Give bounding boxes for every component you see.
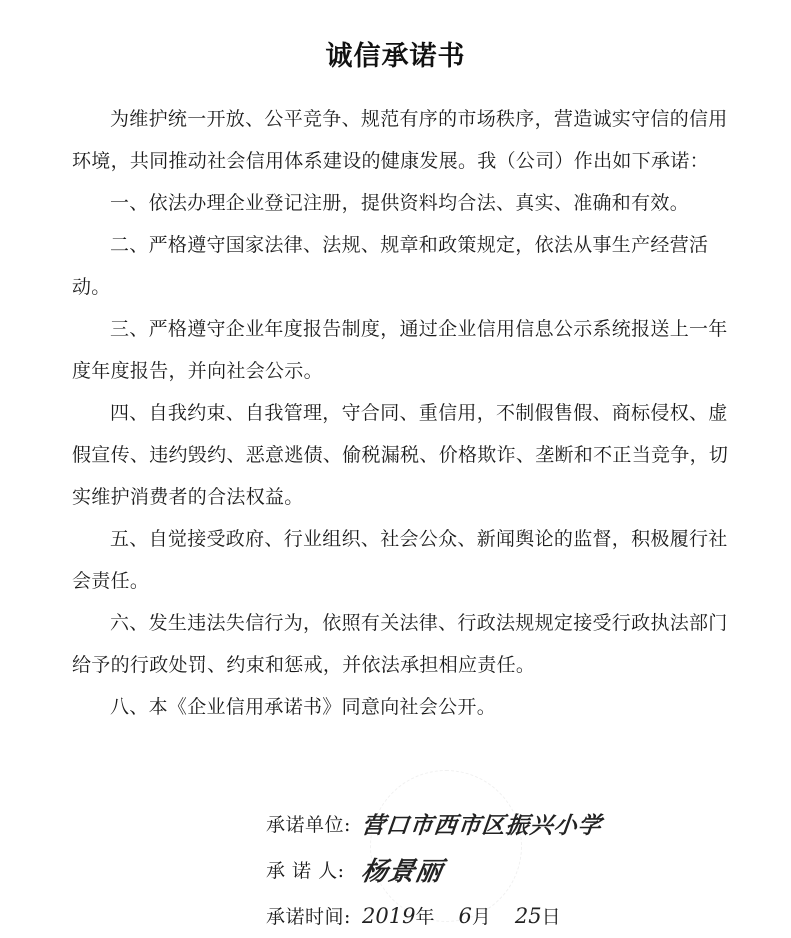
sign-row-time	[266, 892, 726, 938]
date-month-unit: 月	[471, 905, 491, 928]
commitment-item-6: 六、发生违法失信行为，依照有关法律、行政法规规定接受行政执法部门给予的行政处罚、约束和惩戒，并依法承担相应责任。	[72, 612, 728, 676]
date-day: 25	[514, 903, 542, 928]
commitment-item-1: 一、依法办理企业登记注册，提供资料均合法、真实、准确和有效。	[110, 192, 690, 214]
date-month: 6	[458, 903, 472, 928]
unit-handwritten-value: 营口市西市区振兴小学	[360, 812, 604, 839]
document-title: 诚信承诺书	[325, 41, 466, 72]
commitment-item-8: 八、本《企业信用承诺书》同意向社会公开。	[110, 696, 497, 718]
person-label: 承 诺 人:	[266, 859, 345, 882]
date-year-unit: 年	[415, 905, 435, 928]
commit-date	[362, 902, 561, 929]
unit-label: 承诺单位:	[266, 813, 351, 836]
intro-paragraph: 为维护统一开放、公平竞争、规范有序的市场秩序，营造诚实守信的信用环境，共同推动社会信用体系建设的健康发展。我（公司）作出如下承诺：	[72, 108, 728, 172]
signature-block	[266, 800, 726, 938]
commitment-item-4: 四、自我约束、自我管理，守合同、重信用，不制假售假、商标侵权、虚假宣传、违约毁约、恶意逃债、偷税漏税、价格欺诈、垄断和不正当竞争，切实维护消费者的合法权益。	[72, 402, 729, 508]
time-label: 承诺时间:	[266, 905, 351, 928]
commitment-item-5: 五、自觉接受政府、行业组织、社会公众、新闻舆论的监督，积极履行社会责任。	[72, 528, 728, 592]
commitment-item-2: 二、严格遵守国家法律、法规、规章和政策规定，依法从事生产经营活动。	[72, 234, 709, 298]
date-year: 2019	[362, 903, 416, 928]
sign-row-person	[266, 846, 726, 892]
date-day-unit: 日	[541, 905, 561, 928]
commitment-item-3: 三、严格遵守企业年度报告制度，通过企业信用信息公示系统报送上一年度年度报告，并向社会公示。	[72, 318, 728, 382]
document-body	[72, 98, 737, 728]
person-handwritten-signature: 杨景丽	[358, 856, 446, 887]
sign-row-unit	[266, 800, 726, 846]
